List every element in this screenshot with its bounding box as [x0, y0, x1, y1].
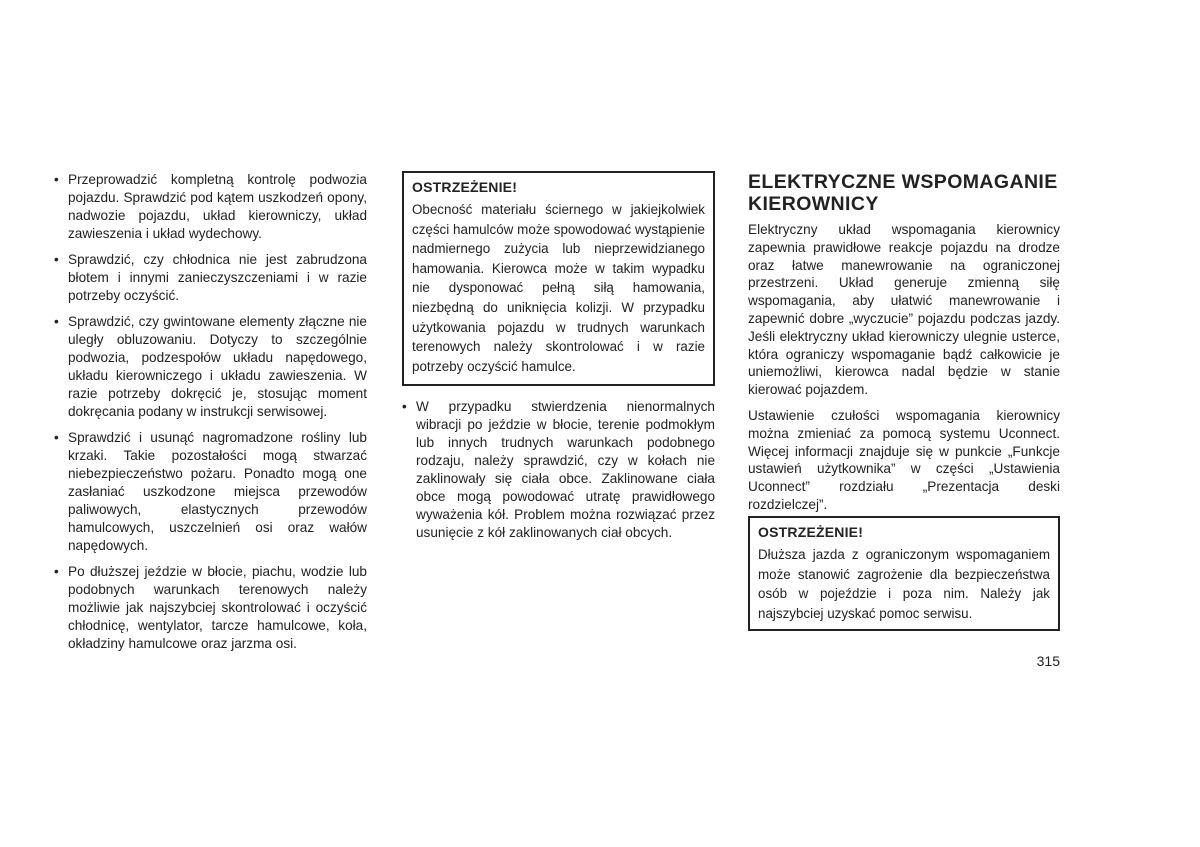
list-item: [50, 563, 367, 653]
paragraph: Elektryczny układ wspomagania kierownicy zapewnia prawidłowe reakcje pojazdu na drodze oraz łatwe manewrowanie na ograniczonej przestrzeni. Układ generuje zmienną siłę wspomagania, aby ułatwić manewrowanie i zapewnić dobre „wyczucie” pojazdu podczas jazdy. Jeśli elektryczny układ kierowniczy ulegnie usterce, która ograniczy wspomaganie bądź całkowicie je uniemożliwi, kierowca nadal będzie w stanie kierować pojazdem.: [748, 222, 1060, 398]
list-item: [50, 171, 367, 243]
list-item: [50, 251, 367, 305]
column-left: [50, 171, 367, 661]
list-item-text: Przeprowadzić kompletną kontrolę podwozia pojazdu. Sprawdzić pod kątem uszkodzeń opony, nadwozie pojazdu, układ kierowniczy, układ zawieszenia i układ wydechowy.: [68, 172, 367, 241]
column-middle: [402, 171, 715, 550]
bullet-icon: •: [54, 172, 59, 187]
list-item-text: Sprawdzić i usunąć nagromadzone rośliny lub krzaki. Takie pozostałości mogą stwarzać niebezpieczeństwo pożaru. Ponadto mogą one zasłaniać uszkodzone miejsca przewodów paliwowych, elastycznych przewodów hamulcowych, uszczelnień osi oraz wałów napędowych.: [68, 430, 367, 553]
bullet-icon: •: [54, 564, 59, 579]
warning-title: OSTRZEŻENIE!: [412, 179, 518, 195]
list-item-text: Sprawdzić, czy gwintowane elementy złączne nie uległy obluzowaniu. Dotyczy to szczególnie podwozia, podzespołów układu napędowego, układu kierowniczego i układu zawieszenia. W razie potrzeby dokręcić je, stosując moment dokręcania podany w instrukcji serwisowej.: [68, 314, 367, 419]
vibration-list: [402, 398, 715, 542]
bullet-icon: •: [54, 314, 59, 329]
steering-warning-box: [748, 516, 1060, 631]
inspection-checklist: [50, 171, 367, 653]
paragraph: Ustawienie czułości wspomagania kierownicy można zmieniać za pomocą systemu Uconnect. Więcej informacji znajduje się w punkcie „Funkcje ustawień użytkownika” w części „Ustawienia Uconnect” rozdziału „Prezentacja deski rozdzielczej”.: [748, 407, 1060, 512]
warning-title: OSTRZEŻENIE!: [758, 524, 864, 540]
bullet-icon: •: [402, 399, 407, 414]
list-item: [50, 429, 367, 555]
list-item-text: W przypadku stwierdzenia nienormalnych wibracji po jeździe w błocie, terenie podmokłym lub innych trudnych warunkach podobnego rodzaju, należy sprawdzić, czy w kołach nie zaklinowały się ciała obce. Zaklinowane ciała obce mogą powodować utratę prawidłowego wyważenia kół. Problem można rozwiązać przez usunięcie z kół zaklinowanych ciał obcych.: [416, 399, 715, 540]
list-item: [402, 398, 715, 542]
list-item-text: Po dłuższej jeździe w błocie, piachu, wodzie lub podobnych warunkach terenowych należy możliwie jak najszybciej skontrolować i oczyścić chłodnicę, wentylator, tarcze hamulcowe, koła, okładziny hamulcowe oraz jarzma osi.: [68, 564, 367, 651]
column-right: [748, 171, 1060, 621]
bullet-icon: •: [54, 430, 59, 445]
bullet-icon: •: [54, 252, 59, 267]
warning-body: Obecność materiału ściernego w jakiejkolwiek części hamulców może spowodować wystąpienie nadmiernego zużycia lub nieprzewidzianego hamowania. Kierowca może w takim wypadku nie dysponować pełną siłą hamowania, niezbędną do uniknięcia kolizji. W przypadku użytkowania pojazdu w trudnych warunkach terenowych należy skontrolować i w razie potrzeby oczyścić hamulce.: [412, 202, 705, 374]
brake-warning-box: [402, 171, 715, 386]
section-heading: ELEKTRYCZNE WSPOMAGANIE KIEROWNICY: [748, 171, 1058, 215]
list-item: [50, 313, 367, 421]
list-item-text: Sprawdzić, czy chłodnica nie jest zabrudzona błotem i innymi zanieczyszczeniami i w razie potrzeby oczyścić.: [68, 252, 367, 303]
page-number: 315: [1036, 653, 1060, 669]
warning-body: Dłuższa jazda z ograniczonym wspomaganiem może stanowić zagrożenie dla bezpieczeństwa osób w pojeździe i poza nim. Należy jak najszybciej uzyskać pomoc serwisu.: [758, 547, 1050, 621]
